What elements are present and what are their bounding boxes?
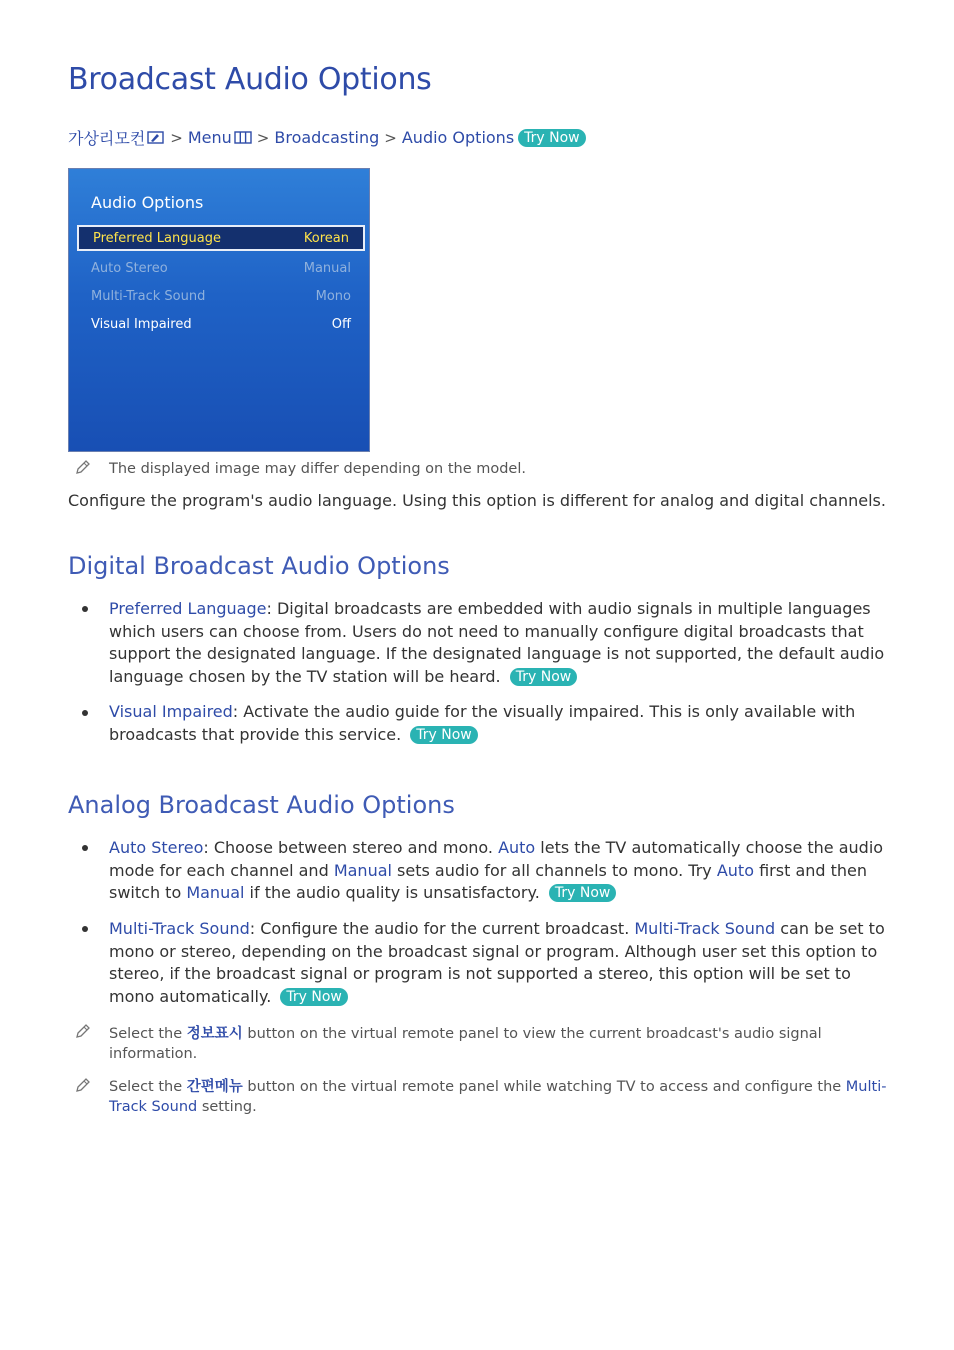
term-manual: Manual (186, 883, 245, 902)
crumb-broadcasting[interactable]: Broadcasting (274, 128, 380, 147)
try-now-button[interactable]: Try Now (510, 668, 577, 686)
item-text: if the audio quality is unsatisfactory. (244, 883, 545, 902)
term-auto: Auto (498, 838, 536, 857)
term-multi-track-sound: Multi-Track Sound (109, 1079, 887, 1115)
pencil-note-icon (75, 459, 91, 475)
list-item-visual-impaired (109, 701, 889, 746)
tv-row-label: Visual Impaired (91, 316, 192, 332)
tv-row-multi-track-sound[interactable] (77, 283, 365, 309)
term-auto: Auto (716, 860, 754, 880)
tv-row-preferred-language[interactable] (77, 225, 365, 251)
info-key-label: 정보표시 (186, 1026, 243, 1042)
term-manual: Manual (333, 860, 392, 880)
remote-icon (147, 131, 165, 144)
tv-row-label: Auto Stereo (91, 260, 168, 276)
crumb-audio-options[interactable]: Audio Options (401, 128, 515, 147)
menu-icon (234, 131, 252, 144)
term-visual-impaired: Visual Impaired (109, 702, 233, 721)
bullet (82, 845, 88, 851)
chevron-right-icon: > (256, 128, 270, 147)
tv-row-label: Multi-Track Sound (91, 288, 206, 304)
chevron-right-icon: > (384, 128, 397, 147)
tv-row-value: Korean (303, 230, 349, 246)
item-text: : Digital broadcasts are embedded with audio signals in multiple languages which users can choose from. Users do not need to manually configure digital broadcasts that support the designated language. If the designated language is not supported, the default audio language chosen by the TV station will be heard. (109, 599, 885, 686)
note-info-button (109, 1024, 869, 1064)
list-item-auto-stereo (109, 837, 889, 905)
page-title: Broadcast Audio Options (68, 62, 432, 97)
breadcrumb (68, 126, 586, 149)
note-text: Select the (109, 1079, 187, 1095)
tv-menu-screenshot (68, 168, 370, 452)
tv-row-value: Mono (315, 288, 351, 304)
item-text: : Configure the audio for the current broadcast. (249, 919, 635, 938)
try-now-button[interactable]: Try Now (549, 884, 616, 902)
crumb-remote[interactable]: 가상리모컨 (68, 129, 146, 148)
list-item-multi-track-sound (109, 918, 889, 1008)
intro-paragraph: Configure the program's audio language. Using this option is different for analog and digital channels. (68, 491, 886, 510)
tv-menu-title: Audio Options (91, 193, 204, 212)
try-now-button[interactable]: Try Now (280, 988, 347, 1006)
term-preferred-language: Preferred Language (109, 599, 267, 618)
term-multi-track-sound: Multi-Track Sound (109, 919, 250, 938)
tv-row-value: Off (331, 316, 351, 332)
pencil-note-icon (75, 1077, 91, 1093)
bullet (82, 606, 88, 612)
item-text: can be set to mono or stereo, depending on the broadcast signal or program. Although user set this option to stereo, if the broadcast signal or program is not supported a stereo, this option will be set to mono automatically. (109, 919, 885, 1006)
list-item-preferred-language (109, 598, 889, 688)
term-multi-track-sound: Multi-Track Sound (634, 919, 776, 938)
crumb-menu[interactable]: Menu (187, 128, 232, 147)
try-now-button[interactable]: Try Now (518, 129, 585, 147)
try-now-button[interactable]: Try Now (410, 726, 477, 744)
quick-menu-key-label: 간편메뉴 (186, 1079, 243, 1095)
bullet (82, 926, 88, 932)
tv-row-value: Manual (303, 260, 351, 276)
note-text: button on the virtual remote panel to view the current broadcast's audio signal information. (109, 1026, 822, 1062)
term-auto-stereo: Auto Stereo (109, 838, 204, 857)
tv-row-visual-impaired[interactable] (77, 311, 365, 337)
note-text: setting. (197, 1099, 257, 1115)
item-text: first and then switch to (109, 860, 868, 902)
pencil-note-icon (75, 1023, 91, 1039)
item-text: : Activate the audio guide for the visually impaired. This is only available with broadcasts that provide this service. (109, 702, 856, 744)
note-text: button on the virtual remote panel while watching TV to access and configure the (242, 1079, 846, 1095)
note-text: Select the (109, 1026, 187, 1042)
analog-heading: Analog Broadcast Audio Options (68, 791, 455, 819)
note-quick-menu (109, 1077, 889, 1117)
tv-row-auto-stereo[interactable] (77, 255, 365, 281)
chevron-right-icon: > (170, 128, 183, 147)
item-text: sets audio for all channels to mono. Try (391, 860, 717, 880)
item-text: : Choose between stereo and mono. (203, 838, 499, 857)
item-text: lets the TV automatically choose the audio mode for each channel and (109, 838, 884, 880)
tv-row-label: Preferred Language (93, 230, 221, 246)
image-note: The displayed image may differ depending on the model. (109, 461, 526, 477)
bullet (82, 710, 88, 716)
digital-heading: Digital Broadcast Audio Options (68, 552, 450, 580)
